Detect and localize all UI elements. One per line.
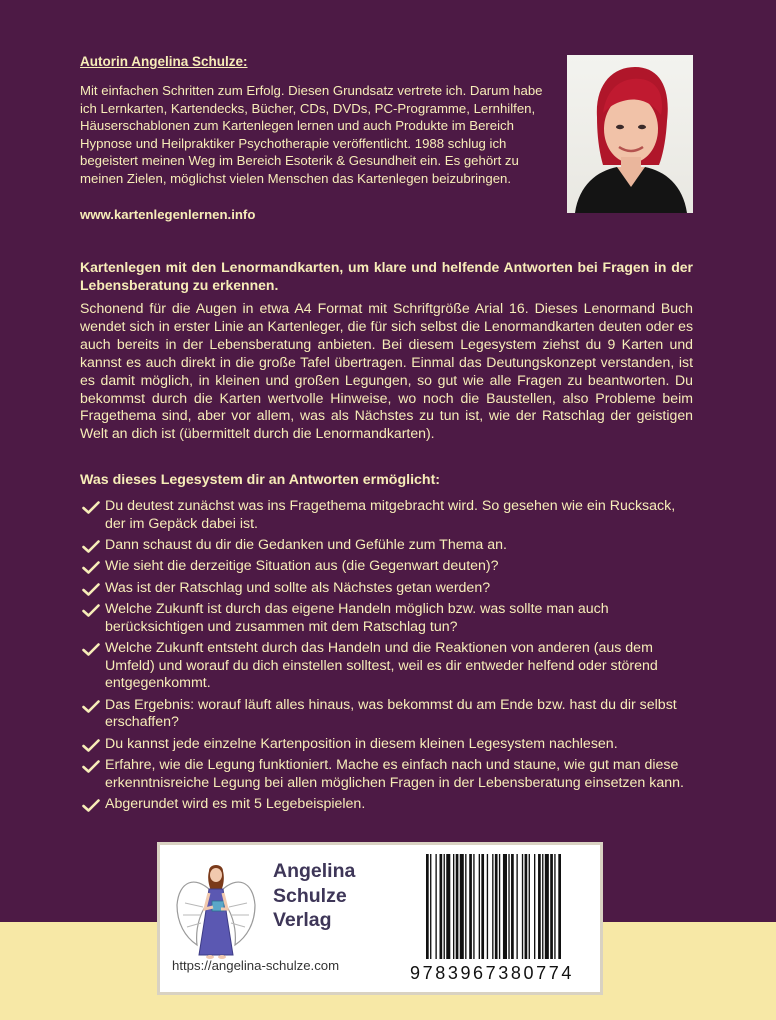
barcode-bar xyxy=(430,854,431,959)
list-item-text: Welche Zukunft ist durch das eigene Handeln möglich bzw. was sollte man auch berücksichtigen und zusammen mit dem Ratschlag tun? xyxy=(105,600,609,635)
list-item-text: Erfahre, wie die Legung funktioniert. Mache es einfach nach und staune, wie gut man diese erkenntnisreiche Legung bei allen möglichen Fragen in der Lebensberatung einsetzen kann. xyxy=(105,756,684,791)
list-item xyxy=(80,757,693,792)
author-bio: Mit einfachen Schritten zum Erfolg. Diesen Grundsatz vertrete ich. Darum habe ich Lernkarten, Kartendecks, Bücher, CDs, DVDs, PC-Programme, Lernhilfen, Häuserschablonen zum Kartenlegen lernen und auch Produkte im Bereich Hypnose und Heilpraktiker Psychotherapie veröffentlicht. 1988 schlug ich begeistert meinen Weg im Bereich Esoterik & Gesundheit ein. Es gehört zu meinen Zielen, möglichst vielen Menschen das Kartenlegen beizubringen. xyxy=(80,83,543,186)
list-item-text: Du kannst jede einzelne Kartenposition in diesem kleinen Legesystem nachlesen. xyxy=(105,735,618,752)
list-item-text: Abgerundet wird es mit 5 Legebeispielen. xyxy=(105,795,366,812)
list-item-text: Wie sieht die derzeitige Situation aus (die Gegenwart deuten)? xyxy=(105,558,499,575)
author-website[interactable]: www.kartenlegenlernen.info xyxy=(80,207,256,222)
list-item xyxy=(80,537,693,555)
barcode-bar xyxy=(444,854,445,959)
barcode-bar xyxy=(529,854,530,959)
checkmark-icon xyxy=(82,604,100,617)
author-portrait-image xyxy=(567,55,693,213)
publisher-name-line3: Verlag xyxy=(273,909,332,931)
barcode-bar xyxy=(525,854,528,959)
isbn-number: 9783967380774 xyxy=(410,963,574,983)
barcode-bar xyxy=(499,854,500,959)
checkmark-icon xyxy=(82,700,100,713)
checkmark-icon xyxy=(82,561,100,574)
barcode-bar xyxy=(469,854,472,959)
checkmark-icon xyxy=(82,739,100,752)
barcode-bar xyxy=(460,854,464,959)
barcode-bar xyxy=(481,854,484,959)
barcode-bar xyxy=(487,854,488,959)
list-item xyxy=(80,580,693,598)
barcode-bar xyxy=(492,854,493,959)
barcode-bar xyxy=(542,854,543,959)
list-item xyxy=(80,697,693,732)
list-item-text: Welche Zukunft entsteht durch das Handeln und die Reaktionen von anderen (aus dem Umfeld) und worauf du dich einstellen solltest, weil es dir entweder helfend oder störend entgegenkommt. xyxy=(105,639,658,692)
checkmark-icon xyxy=(82,501,100,514)
barcode-bar xyxy=(516,854,517,959)
list-item xyxy=(80,736,693,754)
list-item-text: Was ist der Ratschlag und sollte als Nächstes getan werden? xyxy=(105,579,491,596)
checkmark-icon xyxy=(82,799,100,812)
list-item xyxy=(80,640,693,693)
list-item-text: Dann schaust du dir die Gedanken und Gefühle zum Thema an. xyxy=(105,537,507,553)
publisher-name-line1: Angelina xyxy=(273,860,356,882)
barcode-bar xyxy=(558,854,561,959)
barcode-bar xyxy=(473,854,474,959)
publisher-url[interactable]: https://angelina-schulze.com xyxy=(172,958,340,973)
barcode-bar xyxy=(435,854,436,959)
barcode-bar xyxy=(522,854,523,959)
barcode-bar xyxy=(511,854,514,959)
barcode-bar xyxy=(545,854,549,959)
barcode-bar xyxy=(534,854,535,959)
publisher-name-line2: Schulze xyxy=(273,884,347,907)
barcode-bar xyxy=(426,854,429,959)
list-item-text: Das Ergebnis: worauf läuft alles hinaus, was bekommst du am Ende bzw. hast du dir selbst erschaffen? xyxy=(105,696,677,731)
barcode-bar xyxy=(503,854,507,959)
list-item-text: Du deutest zunächst was ins Fragethema mitgebracht wird. So gesehen wie ein Rucksack, der im Gepäck dabei ist. xyxy=(105,498,676,532)
checkmark-icon xyxy=(82,583,100,596)
checkmark-icon xyxy=(82,643,100,656)
barcode-bar xyxy=(456,854,459,959)
barcode-bar xyxy=(495,854,498,959)
barcode-bar xyxy=(479,854,480,959)
publisher-name xyxy=(273,859,355,933)
barcode-bar xyxy=(446,854,450,959)
list-item xyxy=(80,498,693,533)
barcode-bar xyxy=(554,854,555,959)
checkmark-icon xyxy=(82,760,100,773)
checkmark-icon xyxy=(82,540,100,553)
benefits-list xyxy=(80,498,693,817)
list-item xyxy=(80,601,693,636)
barcode-bar xyxy=(508,854,509,959)
barcode-bar xyxy=(453,854,454,959)
list-item xyxy=(80,796,693,814)
list-item xyxy=(80,558,693,576)
barcode-bar xyxy=(440,854,443,959)
isbn-barcode xyxy=(424,854,596,959)
angel-logo-icon xyxy=(175,857,257,969)
publisher-box xyxy=(157,842,603,995)
barcode-bar xyxy=(538,854,541,959)
barcode-bar xyxy=(465,854,466,959)
intro-heading: Kartenlegen mit den Lenormandkarten, um klare und helfende Antworten bei Fragen in der Lebensberatung zu erkennen. xyxy=(80,259,693,293)
author-photo xyxy=(567,55,693,213)
intro-text: Schonend für die Augen in etwa A4 Format mit Schriftgröße Arial 16. Dieses Lenormand Buch wendet sich in erster Linie an Kartenleger, die für sich selbst die Lenormandkarten deuten oder es auch bereits in der Lebensberatung anbieten. Bei diesem Legesystem ziehst du 9 Karten und kannst es auch direkt in die große Tafel übertragen. Einmal das Deutungskonzept verstanden, ist es damit möglich, in kleinen und großen Legungen, so gut wie alle Fragen zu beantworten. Du bekommst durch die Karten wertvolle Hinweise, wo noch die Baustellen, also Probleme beim Fragethema sind, aber vor allem, was als Nächstes zu tun ist, wie der Ratschlag der geistigen Welt an dich ist (übermittelt durch die Lenormandkarten). xyxy=(80,300,693,442)
benefits-heading: Was dieses Legesystem dir an Antworten ermöglicht: xyxy=(80,472,441,488)
barcode-bar xyxy=(550,854,553,959)
author-heading: Autorin Angelina Schulze: xyxy=(80,54,248,69)
